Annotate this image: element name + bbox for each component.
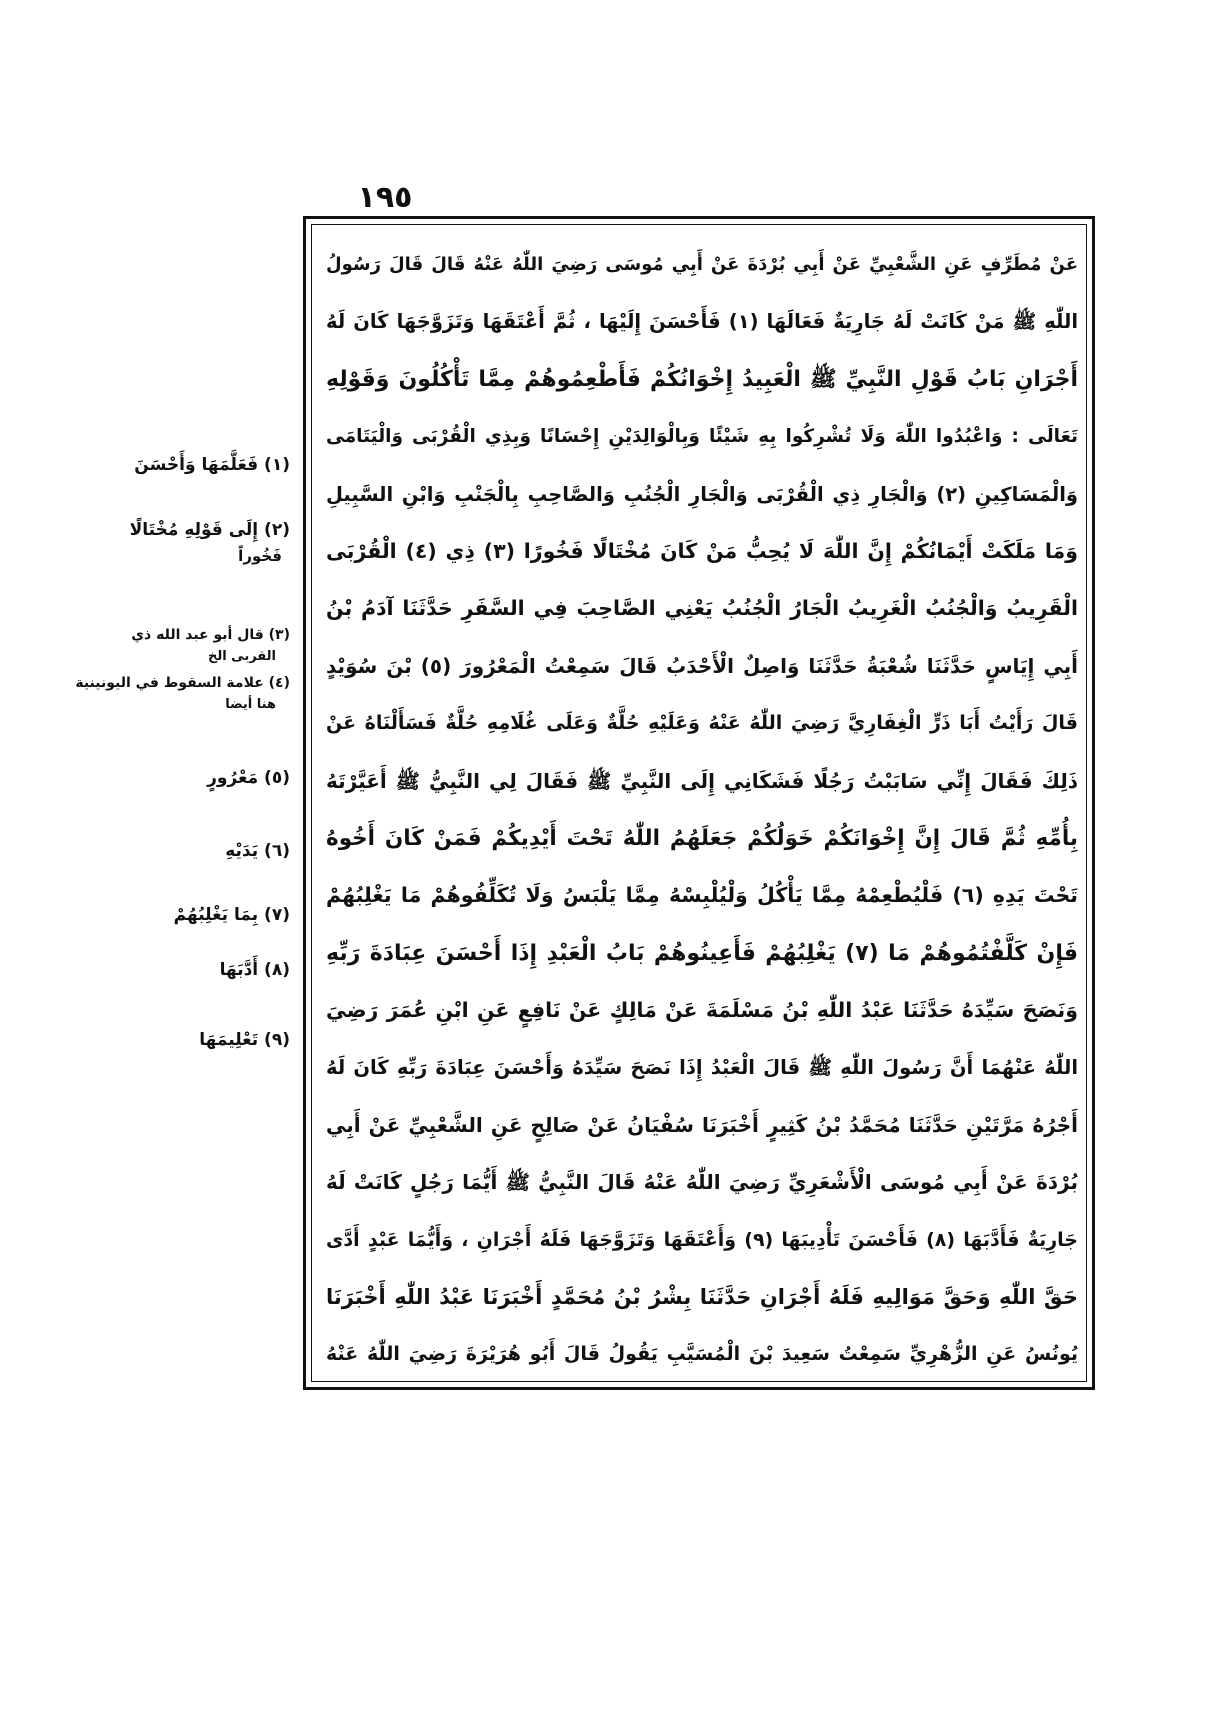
text-line-13: فَإِنْ كَلَّفْتُمُوهُمْ مَا (٧) يَغْلِبُهُمْ فَأَعِينُوهُمْ بَابُ الْعَبْدِ إِذَا أَحْسَنَ عِبَادَةَ رَبِّهِ — [326, 940, 1078, 966]
margin-note-continuation: هنا أيضا — [225, 697, 276, 712]
margin-note-6 — [40, 838, 290, 864]
text-line-2: اللّٰهِ ﷺ مَنْ كَانَتْ لَهُ جَارِيَةٌ فَعَالَهَا (١) فَأَحْسَنَ إِلَيْهَا ، ثُمَّ أَعْتَقَهَا وَتَزَوَّجَهَا كَانَ لَهُ — [326, 310, 1078, 334]
text-line-7: الْقَرِيبُ وَالْجُنُبُ الْغَرِيبُ الْجَارُ الْجُنُبُ يَعْنِي الصَّاحِبَ فِي السَّفَرِ حَدَّثَنَا آدَمُ بْنُ — [326, 596, 1078, 621]
text-line-16: أَجْرُهُ مَرَّتَيْنِ حَدَّثَنَا مُحَمَّدُ بْنُ كَثِيرٍ أَخْبَرَنَا سُفْيَانُ عَنْ صَالِحٍ عَنِ الشَّعْبِيِّ عَنْ أَبِي — [326, 1112, 1078, 1137]
margin-note-1 — [40, 452, 290, 478]
page-number: ١٩٥ — [357, 180, 413, 215]
margin-note-2 — [40, 517, 290, 569]
margin-note-text: (٦) يَدَيْهِ — [225, 841, 290, 861]
margin-note-text: (٨) أَدَّبَهَا — [219, 960, 290, 980]
text-line-19: حَقَّ اللّٰهِ وَحَقَّ مَوَالِيهِ فَلَهُ أَجْرَانِ حَدَّثَنَا بِشْرُ بْنُ مُحَمَّدٍ أَخْبَرَنَا عَبْدُ اللّٰهِ أَخْبَرَنَا — [326, 1285, 1078, 1310]
margin-note-text: (٤) علامة السقوط في اليونينية — [75, 675, 290, 691]
margin-note-3 — [40, 624, 290, 668]
margin-note-continuation: القربى الخ — [207, 649, 276, 664]
text-line-9: قَالَ رَأَيْتُ أَبَا ذَرٍّ الْغِفَارِيَّ رَضِيَ اللّٰهُ عَنْهُ وَعَلَيْهِ حُلَّةٌ وَعَلَى غُلَامِهِ حُلَّةٌ فَسَأَلْنَاهُ عَنْ — [326, 712, 1078, 735]
text-line-4: تَعَالَى : وَاعْبُدُوا اللّٰهَ وَلَا تُشْرِكُوا بِهِ شَيْئًا وَبِالْوَالِدَيْنِ إِحْسَانًا وَبِذِي الْقُرْبَى وَالْيَتَامَى — [326, 426, 1078, 448]
margin-note-5 — [40, 765, 290, 791]
main-text-block — [326, 236, 1078, 1384]
text-line-12: تَحْتَ يَدِهِ (٦) فَلْيُطْعِمْهُ مِمَّا يَأْكُلُ وَلْيُلْبِسْهُ مِمَّا يَلْبَسُ وَلَا تُكَلِّفُوهُمْ مَا يَغْلِبُهُمْ — [326, 883, 1078, 908]
text-line-11: بِأُمِّهِ ثُمَّ قَالَ إِنَّ إِخْوَانَكُمْ خَوَلُكُمْ جَعَلَهُمُ اللّٰهُ تَحْتَ أَيْدِيكُمْ فَمَنْ كَانَ أَخُوهُ — [326, 825, 1078, 851]
margin-note-text: (٩) تَعْلِيمَهَا — [199, 1030, 290, 1050]
text-line-17: بُرْدَةَ عَنْ أَبِي مُوسَى الْأَشْعَرِيِّ رَضِيَ اللّٰهُ عَنْهُ قَالَ النَّبِيُّ ﷺ أَيُّمَا رَجُلٍ كَانَتْ لَهُ — [326, 1170, 1078, 1195]
text-line-8: أَبِي إِيَاسٍ حَدَّثَنَا شُعْبَةُ حَدَّثَنَا وَاصِلٌ الْأَحْدَبُ قَالَ سَمِعْتُ الْمَعْرُورَ (٥) بْنَ سُوَيْدٍ — [326, 653, 1078, 678]
text-line-5: وَالْمَسَاكِينِ (٢) وَالْجَارِ ذِي الْقُرْبَى وَالْجَارِ الْجُنُبِ وَالصَّاحِبِ بِالْجَنْبِ وَابْنِ السَّبِيلِ — [326, 482, 1078, 506]
margin-note-7 — [40, 902, 290, 928]
margin-note-text: (٢) إِلَى قَوْلِهِ مُخْتَالًا — [129, 520, 290, 540]
text-line-20: يُونُسُ عَنِ الزُّهْرِيِّ سَمِعْتُ سَعِيدَ بْنَ الْمُسَيَّبِ يَقُولُ قَالَ أَبُو هُرَيْرَةَ رَضِيَ اللّٰهُ عَنْهُ — [326, 1343, 1078, 1366]
text-line-18: جَارِيَةٌ فَأَدَّبَهَا (٨) فَأَحْسَنَ تَأْدِيبَهَا (٩) وَأَعْتَقَهَا وَتَزَوَّجَهَا فَلَهُ أَجْرَانِ ، وَأَيُّمَا عَبْدٍ أَدَّى — [326, 1228, 1078, 1251]
text-line-6: وَمَا مَلَكَتْ أَيْمَانُكُمْ إِنَّ اللّٰهَ لَا يُحِبُّ مَنْ كَانَ مُخْتَالًا فَخُورًا (٣) ذِي (٤) الْقُرْبَى — [326, 538, 1078, 563]
text-line-14: وَنَصَحَ سَيِّدَهُ حَدَّثَنَا عَبْدُ اللّٰهِ بْنُ مَسْلَمَةَ عَنْ مَالِكٍ عَنْ نَافِعٍ عَنِ ابْنِ عُمَرَ رَضِيَ — [326, 998, 1078, 1023]
text-line-10: ذَلِكَ فَقَالَ إِنِّي سَابَبْتُ رَجُلًا فَشَكَانِي إِلَى النَّبِيِّ ﷺ فَقَالَ لِي النَّبِيُّ ﷺ أَعَيَّرْتَهُ — [326, 768, 1078, 793]
text-line-15: اللّٰهُ عَنْهُمَا أَنَّ رَسُولَ اللّٰهِ ﷺ قَالَ الْعَبْدُ إِذَا نَصَحَ سَيِّدَهُ وَأَحْسَنَ عِبَادَةَ رَبِّهِ كَانَ لَهُ — [326, 1056, 1078, 1080]
text-line-3: أَجْرَانِ بَابُ قَوْلِ النَّبِيِّ ﷺ الْعَبِيدُ إِخْوَانُكُمْ فَأَطْعِمُوهُمْ مِمَّا تَأْكُلُونَ وَقَوْلِهِ — [326, 366, 1078, 392]
margin-note-text: (٥) مَعْرُورٍ — [207, 768, 290, 788]
margin-note-continuation: فَخُوراً — [238, 547, 282, 565]
margin-note-text: (١) فَعَلَّمَهَا وَأَحْسَنَ — [134, 455, 290, 475]
margin-note-8 — [40, 957, 290, 983]
margin-note-text: (٧) بِمَا يَغْلِبُهُمْ — [173, 905, 290, 925]
text-line-1: عَنْ مُطَرِّفٍ عَنِ الشَّعْبِيِّ عَنْ أَبِي بُرْدَةَ عَنْ أَبِي مُوسَى رَضِيَ اللّٰهُ عَنْهُ قَالَ قَالَ رَسُولُ — [326, 254, 1078, 275]
margin-note-text: (٣) قال أبو عبد الله ذي — [131, 627, 290, 643]
margin-note-9 — [40, 1027, 290, 1053]
margin-note-4 — [40, 672, 290, 716]
